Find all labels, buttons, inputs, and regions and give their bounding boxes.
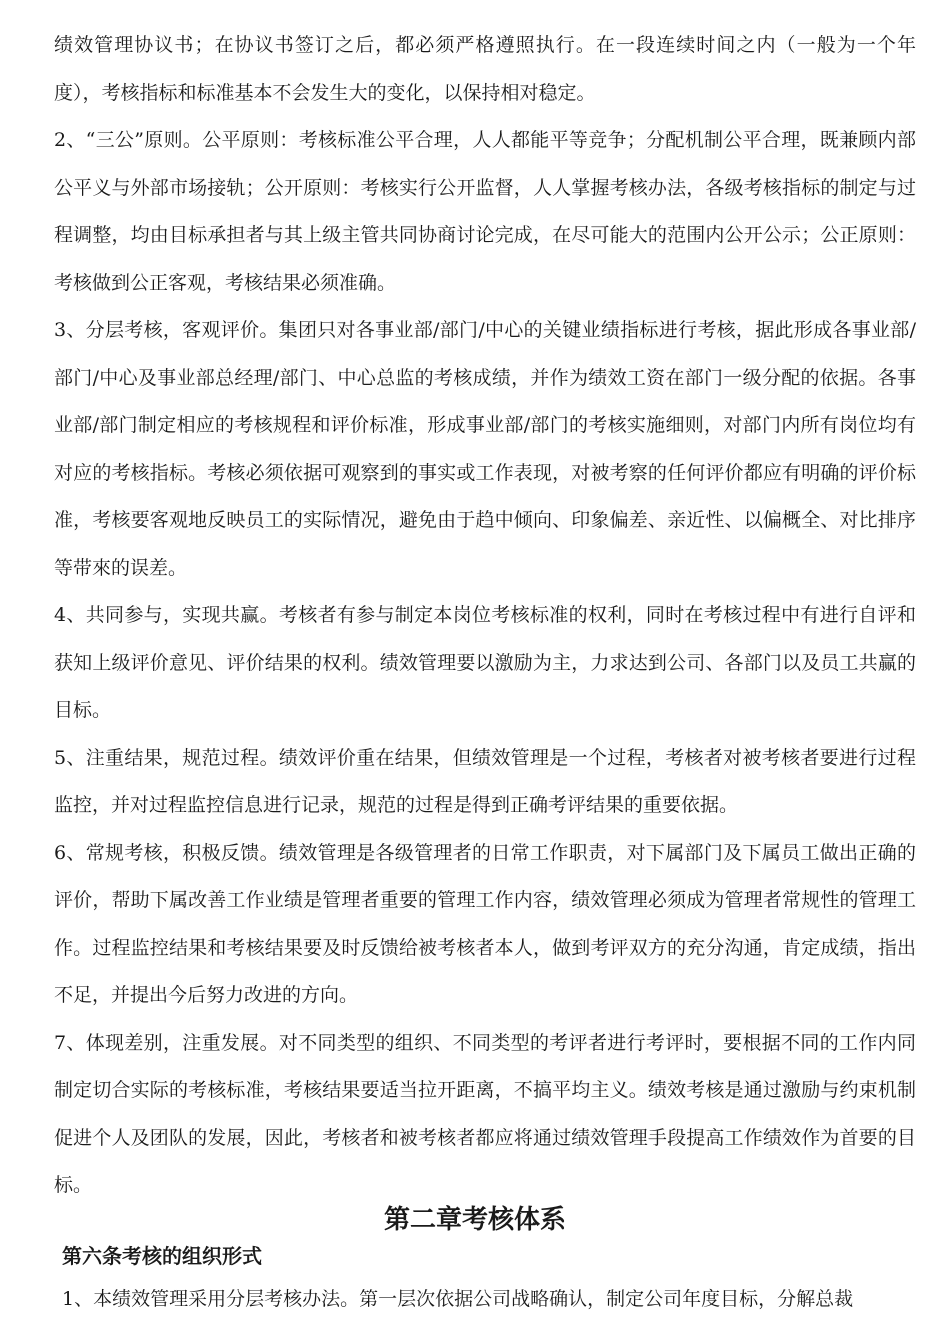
document-body — [54, 22, 916, 1210]
paragraph-principle-4: 4、共同参与，实现共赢。考核者有参与制定本岗位考核标准的权利，同时在考核过程中有进行自评和获知上级评价意见、评价结果的权利。绩效管理要以激励为主，力求达到公司、各部门以及员工共赢的目标。 — [54, 604, 916, 721]
chapter-title: 第二章考核体系 — [383, 1205, 566, 1235]
paragraph-principle-5: 5、注重结果，规范过程。绩效评价重在结果，但绩效管理是一个过程，考核者对被考核者要进行过程监控，并对过程监控信息进行记录，规范的过程是得到正确考评结果的重要依据。 — [54, 746, 916, 816]
paragraph-principle-2: 2、“三公”原则。公平原则：考核标准公平合理，人人都能平等竞争；分配机制公平合理，既兼顾内部公平义与外部市场接轨；公开原则：考核实行公开监督，人人掌握考核办法，各级考核指标的制定与过程调整，均由目标承担者与其上级主管共同协商讨论完成，在尽可能大的范围内公开公示；公正原则：考核做到公正客观，考核结果必须准确。 — [54, 129, 916, 294]
paragraph-article-6-item-1: 1、本绩效管理采用分层考核办法。第一层次依据公司战略确认，制定公司年度目标，分解总裁 — [62, 1288, 854, 1310]
paragraph-principle-6: 6、常规考核，积极反馈。绩效管理是各级管理者的日常工作职责，对下属部门及下属员工做出正确的评价，帮助下属改善工作业绩是管理者重要的管理工作内容，绩效管理必须成为管理者常规性的管理工作。过程监控结果和考核结果要及时反馈给被考核者本人，做到考评双方的充分沟通，肯定成绩，指出不足，并提出今后努力改进的方向。 — [54, 841, 916, 1006]
article-title: 第六条考核的组织形式 — [62, 1244, 262, 1268]
paragraph-principle-7: 7、体现差别，注重发展。对不同类型的组织、不同类型的考评者进行考评时，要根据不同的工作内同制定切合实际的考核标准，考核结果要适当拉开距离，不搞平均主义。绩效考核是通过激励与约束机制促进个人及团队的发展，因此，考核者和被考核者都应将通过绩效管理手段提高工作绩效作为首要的目标。 — [54, 1031, 916, 1196]
paragraph-continuation: 绩效管理协议书；在协议书签订之后，都必须严格遵照执行。在一段连续时间之内（一般为一个年度），考核指标和标准基本不会发生大的变化，以保持相对稳定。 — [54, 34, 916, 104]
paragraph-principle-3: 3、分层考核，客观评价。集团只对各事业部/部门/中心的关键业绩指标进行考核，据此形成各事业部/部门/中心及事业部总经理/部门、中心总监的考核成绩，并作为绩效工资在部门一级分配的依据。各事业部/部门制定相应的考核规程和评价标准，形成事业部/部门的考核实施细则，对部门内所有岗位均有对应的考核指标。考核必须依据可观察到的事实或工作表现，对被考察的任何评价都应有明确的评价标准，考核要客观地反映员工的实际情况，避免由于趋中倾向、印象偏差、亲近性、以偏概全、对比排序等带來的误差。 — [54, 319, 916, 579]
